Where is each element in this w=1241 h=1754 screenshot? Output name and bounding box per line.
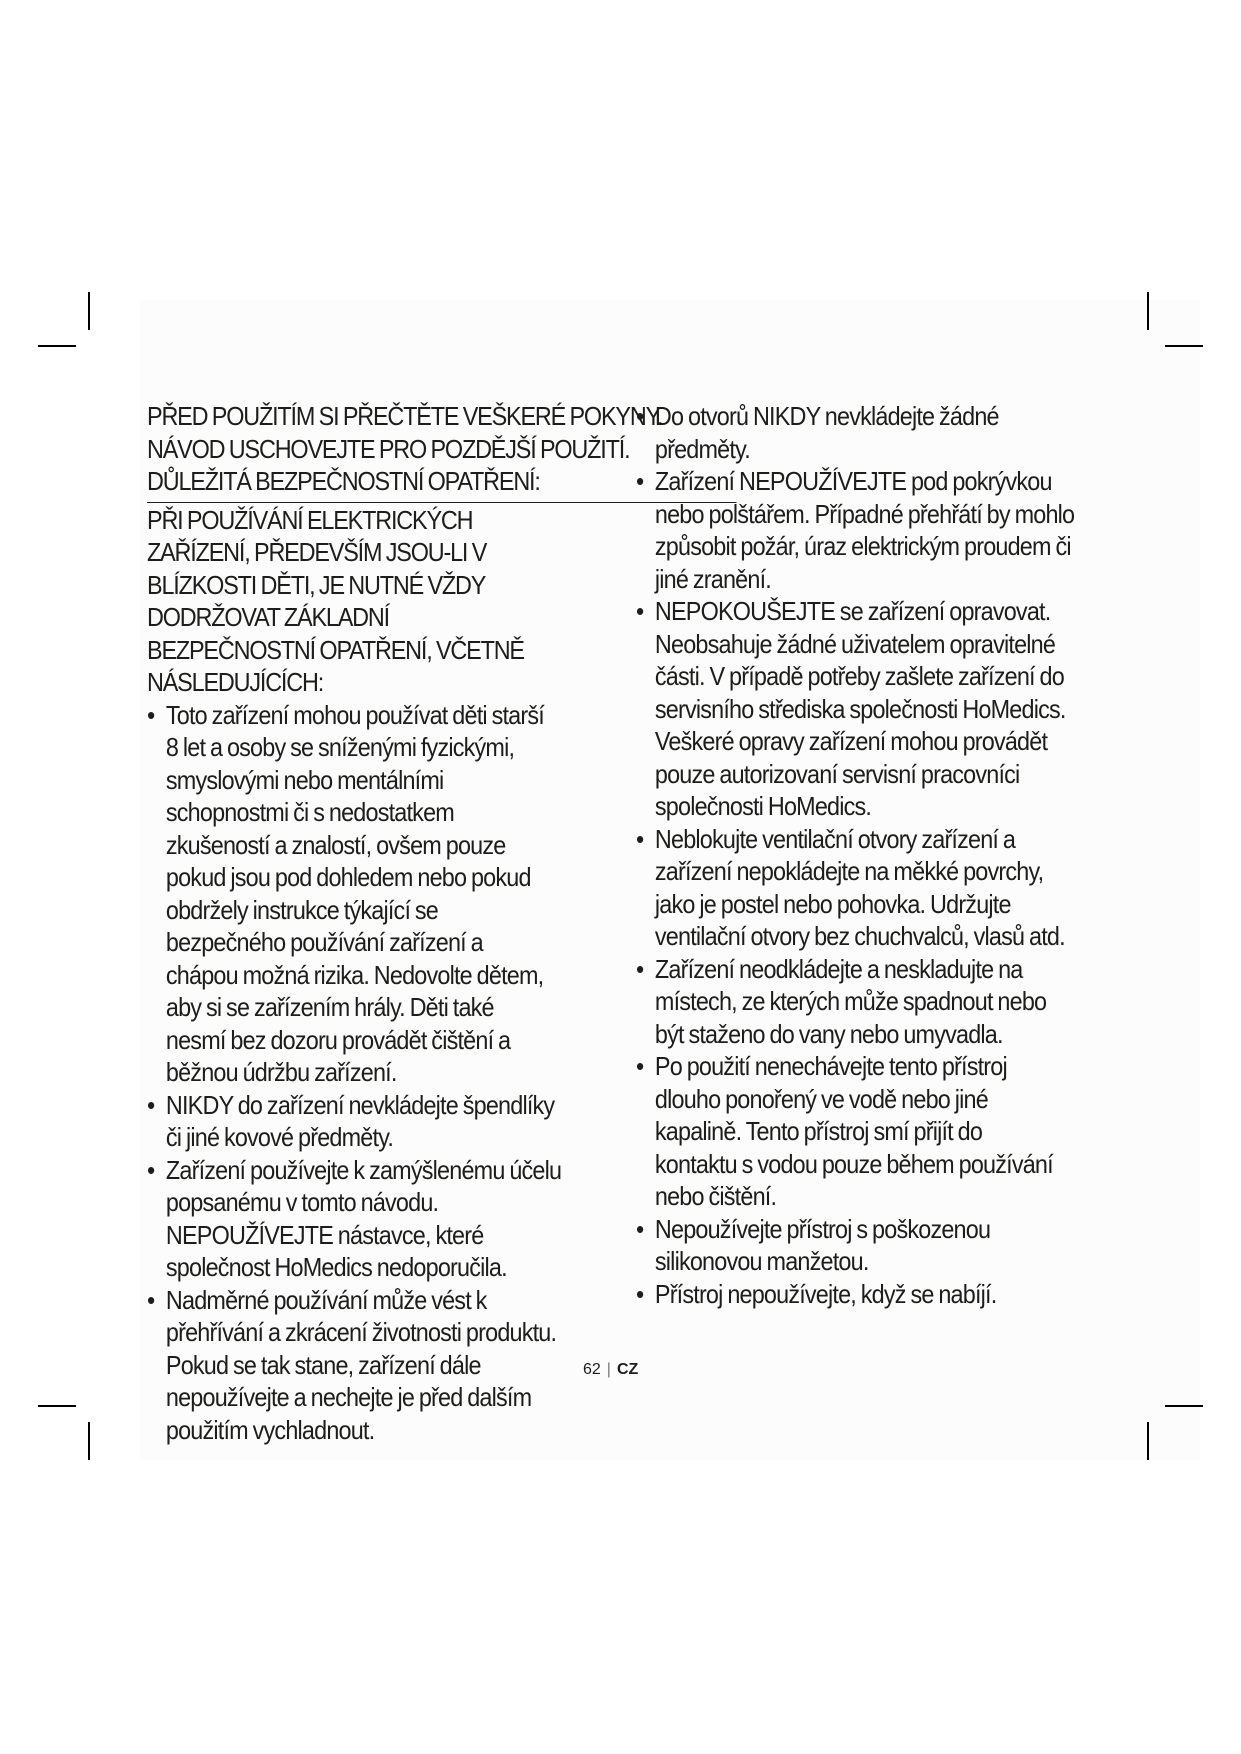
list-item: • Toto zařízení mohou používat děti starší 8 let a osoby se sníženými fyzickými, smyslovými nebo mentálními schopnostmi či s nedostatkem zkušeností a znalostí, ovšem pouze pokud jsou pod dohledem nebo pokud obdržely instrukce týkající se bezpečného používání zařízení a chápou možná rizika. Nedovolte dětem, aby si se zařízením hrály. Děti také nesmí bez dozoru provádět čištění a běžnou údržbu zařízení. bbox=[147, 699, 550, 1089]
right-safety-list bbox=[636, 400, 1104, 1310]
crop-mark-top-left-horizontal bbox=[38, 345, 76, 347]
page-number: 62 bbox=[583, 1361, 601, 1378]
crop-mark-bottom-left-horizontal bbox=[38, 1405, 76, 1407]
list-item: • Neblokujte ventilační otvory zařízení a zařízení nepokládejte na měkké povrchy, jako je postel nebo pohovka. Udržujte ventilační otvory bez chuchvalců, vlasů atd. bbox=[636, 823, 1078, 953]
list-item: • NIKDY do zařízení nevkládejte špendlíky či jiné kovové předměty. bbox=[147, 1089, 562, 1154]
list-item: • Do otvorů NIKDY nevkládejte žádné předměty. bbox=[636, 400, 1006, 465]
crop-mark-bottom-right-vertical bbox=[1147, 1422, 1149, 1460]
read-instructions-heading: PŘED POUŽITÍM SI PŘEČTĚTE VEŠKERÉ POKYNY. bbox=[147, 401, 663, 431]
crop-mark-bottom-left-vertical bbox=[88, 1422, 90, 1460]
crop-mark-top-left-vertical bbox=[88, 292, 90, 330]
crop-mark-bottom-right-horizontal bbox=[1165, 1405, 1203, 1407]
right-column bbox=[636, 400, 1104, 1310]
list-item: • Zařízení NEPOUŽÍVEJTE pod pokrývkou nebo polštářem. Případné přehřátí by mohlo způsobit požár, úraz elektrickým proudem či jiné zranění. bbox=[636, 465, 1078, 595]
list-item: • Nepoužívejte přístroj s poškozenou silikonovou manžetou. bbox=[636, 1213, 1015, 1278]
list-item: • Zařízení neodkládejte a neskladujte na místech, ze kterých může spadnout nebo být staženo do vany nebo umyvadla. bbox=[636, 953, 1055, 1051]
list-item: • Nadměrné používání může vést k přehřívání a zkrácení životnosti produktu. Pokud se tak stane, zařízení dále nepoužívejte a nechejte je před dalším použitím vychladnout. bbox=[147, 1284, 566, 1447]
crop-mark-top-right-horizontal bbox=[1165, 345, 1203, 347]
general-safety-warning: PŘI POUŽÍVÁNÍ ELEKTRICKÝCH ZAŘÍZENÍ, PŘEDEVŠÍM JSOU-LI V BLÍZKOSTI DĚTI, JE NUTNÉ VŽDY DODRŽOVAT ZÁKLADNÍ BEZPEČNOSTNÍ OPATŘENÍ, VČETNĚ NÁSLEDUJÍCÍCH: bbox=[147, 504, 524, 697]
list-item: • Po použití nenechávejte tento přístroj dlouho ponořený ve vodě nebo jiné kapalině. Tento přístroj smí přijít do kontaktu s vodou pouze během používání nebo čištění. bbox=[636, 1050, 1060, 1213]
save-instructions-heading: NÁVOD USCHOVEJTE PRO POZDĚJŠÍ POUŽITÍ. bbox=[147, 433, 630, 464]
list-item: • NEPOKOUŠEJTE se zařízení opravovat. Neobsahuje žádné uživatelem opravitelné části. V případě potřeby zašlete zařízení do servisního střediska společnosti HoMedics. Veškeré opravy zařízení mohou provádět pouze autorizovaní servisní pracovníci společnosti HoMedics. bbox=[636, 595, 1069, 823]
important-safeguards-heading: DŮLEŽITÁ BEZPEČNOSTNÍ OPATŘENÍ: bbox=[147, 465, 737, 503]
crop-mark-top-right-vertical bbox=[1147, 292, 1149, 330]
page-footer bbox=[583, 1361, 638, 1379]
list-item: • Přístroj nepoužívejte, když se nabíjí. bbox=[636, 1278, 1060, 1311]
footer-separator: | bbox=[606, 1361, 611, 1378]
language-code: CZ bbox=[616, 1361, 639, 1378]
list-item: • Zařízení používejte k zamýšlenému účelu popsanému v tomto návodu. NEPOUŽÍVEJTE nástavce, které společnost HoMedics nedoporučila. bbox=[147, 1154, 566, 1284]
